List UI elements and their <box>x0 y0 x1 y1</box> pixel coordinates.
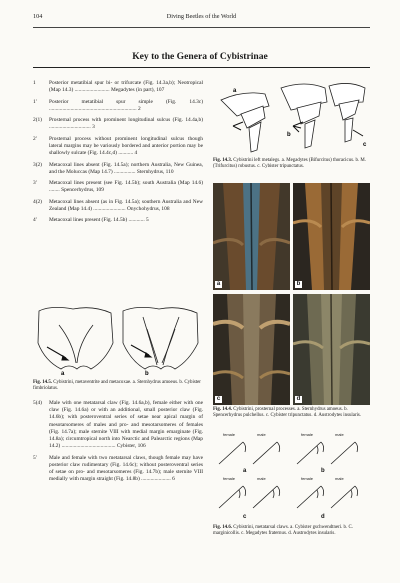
figure-14-6-drawing <box>213 430 370 522</box>
figure-14-4-caption <box>213 407 370 419</box>
caption-text: Cybistrini left metalegs. a. Megadytes (Bifurcitus) thoracicus. b. M. (Trifurcitus) robustus. c. Cybister tripunctatus. <box>213 158 366 170</box>
couplet-number: 4(2) <box>33 198 42 205</box>
couplet <box>33 136 203 158</box>
figure-14-5-drawing <box>33 303 203 378</box>
figure-14-3-caption <box>213 158 370 170</box>
couplet-text: Posterior metatibial spur bi- or trifurcate (Fig. 14.3a,b); Neotropical (Map 14.3) .......................... Megadytes (in part), 107 <box>49 80 203 94</box>
couplet-text: Metacoxal lines present (Fig. 14.5b) ............ 5 <box>49 217 149 224</box>
sex-label: male <box>335 432 344 437</box>
arrow-a <box>47 347 68 360</box>
metaleg-a-drawing <box>221 93 269 152</box>
couplet-text: Posterior metatibial spur simple (Fig. 14.3c) ................................................................. 2 <box>49 98 203 112</box>
photo-label: c <box>216 396 221 402</box>
couplet-number: 3(2) <box>33 161 42 168</box>
figure-label: Fig. 14.4. <box>213 407 233 412</box>
figure-14-5-panel-a: a <box>61 371 65 377</box>
spur-a <box>233 122 243 130</box>
figure-14-3-drawing <box>213 80 370 155</box>
couplet <box>33 99 203 113</box>
key-couplets-bottom <box>33 400 203 488</box>
couplet <box>33 80 203 94</box>
sex-label: female <box>301 476 314 481</box>
figure-label: Fig. 14.6. <box>213 525 233 530</box>
photo-label: d <box>296 396 301 402</box>
couplet-number: 4' <box>33 217 37 224</box>
sex-label: female <box>223 432 236 437</box>
claw-drawings <box>219 442 358 508</box>
couplet <box>33 217 203 224</box>
couplet-number: 2(1) <box>33 117 42 124</box>
couplet-text: Metacoxal lines absent (Fig. 14.5a); northern Australia, New Guinea, and the Moluccas (Map 14.7) ................ Sternhydrus, 110 <box>49 161 203 175</box>
figure-14-4-photos <box>213 183 370 405</box>
figure-14-3-panel-a: a <box>233 88 237 94</box>
figure-14-6-panel-b: b <box>321 468 325 474</box>
couplet-number: 2' <box>33 135 37 142</box>
photo-label: b <box>296 281 301 287</box>
couplet <box>33 400 203 450</box>
caption-text: Cybistrini, metaventrite and metacoxae. a. Sternhydrus amoeus. b. Cybister fimbriolatus. <box>33 380 201 392</box>
couplet <box>33 455 203 484</box>
couplet <box>33 180 203 194</box>
running-head <box>33 13 370 23</box>
figure-14-6-panel-c: c <box>243 514 247 520</box>
section-title: Key to the Genera of Cybistrinae <box>132 51 268 62</box>
metaleg-c-drawing <box>329 83 365 142</box>
couplet-number: 1 <box>33 80 36 86</box>
couplet <box>33 199 203 213</box>
couplet-number: 5' <box>33 454 37 461</box>
couplet-number: 5(4) <box>33 400 42 406</box>
figure-14-5-caption <box>33 380 203 392</box>
couplet-text: Male and female with two metatarsal claws, though female may have posterior claw rudimentary (Fig. 14.6c); without posteroventral series of setae on pro- and mesotarsomeres (Fig. 14.7b); male sternite VIII medially with margin straight (Fig. 14.8b) ...................... 6 <box>49 454 203 483</box>
couplet-text: Metacoxal lines absent (as in Fig. 14.5a); southern Australia and New Zealand (Map 14.4) ........................ Onychohydrus, 108 <box>49 198 203 212</box>
sex-label: female <box>223 476 236 481</box>
couplet <box>33 162 203 176</box>
metaventrite-b-drawing <box>123 307 198 369</box>
couplet-number: 1' <box>33 98 37 105</box>
figure-label: Fig. 14.3. <box>213 158 233 163</box>
couplet-text: Prosternal process without prominent longitudinal sulcus though lateral margins may be variously bordered and anterior portion may be shallowly sulcate (Fig. 14.4c,d) ........... 4 <box>49 135 203 157</box>
photo-c <box>213 294 290 405</box>
figure-14-5-panel-b: b <box>145 371 149 377</box>
figure-14-6-panel-d: d <box>321 514 325 520</box>
sex-label: male <box>257 476 266 481</box>
figure-14-3-panel-c: c <box>363 142 367 148</box>
caption-text: Cybistrini, metatarsal claws. a. Cybister gschwendtneri. b. C. marginicollis. c. Megadytes fraternus. d. Austrodytes insularis. <box>213 525 353 537</box>
metaventrite-a-drawing <box>38 307 113 369</box>
sex-label: male <box>257 432 266 437</box>
spur-c <box>353 130 363 136</box>
caption-text: Cybistrini, prosternal processes. a. Sternhydrus amoeus. b. Spencerhydrus pulchellus. c. Cybister tripunctatus. d. Austrodytes insularis. <box>213 407 362 419</box>
couplet-number: 3' <box>33 180 37 187</box>
couplet-text: Prosternal process with prominent longitudinal sulcus (Fig. 14.4a,b) ............................... 3 <box>49 117 203 131</box>
header-rule <box>33 27 370 28</box>
couplet <box>33 117 203 131</box>
figure-14-3-panel-b: b <box>287 132 291 138</box>
figure-14-6-panel-a: a <box>243 468 247 474</box>
book-title: Diving Beetles of the World <box>166 13 237 20</box>
photo-a <box>213 183 290 290</box>
couplet-text: Metacoxal lines present (see Fig. 14.5b); south Australia (Map 14.6) ........ Spencerhydrus, 109 <box>49 180 203 194</box>
key-couplets-top <box>33 80 203 229</box>
sex-label: male <box>335 476 344 481</box>
photo-d <box>293 294 370 405</box>
photo-b <box>293 183 370 290</box>
sex-label: female <box>301 432 314 437</box>
figure-14-6-caption <box>213 525 370 537</box>
couplet-text: Male with one metatarsal claw (Fig. 14.6a,b), female either with one claw (Fig. 14.6a) or with an additional, small posterior claw (Fig. 14.6b); with posteroventral series of setae near apical margin of mesotarsomeres of males and pro- and mesotarsomeres of females (Fig. 14.7a); male sternite VIII with medial margin emarginate (Fig. 14.8a); circumtropical north into Nearctic and Palearctic regions (Map 14.2) ........................................ Cybister, 106 <box>49 400 203 450</box>
page-number: 104 <box>33 13 43 20</box>
figure-label: Fig. 14.5. <box>33 380 53 385</box>
photo-label: a <box>216 281 221 287</box>
metaleg-b-drawing <box>281 84 327 148</box>
arrow-b <box>131 345 151 357</box>
title-rule <box>33 67 370 68</box>
